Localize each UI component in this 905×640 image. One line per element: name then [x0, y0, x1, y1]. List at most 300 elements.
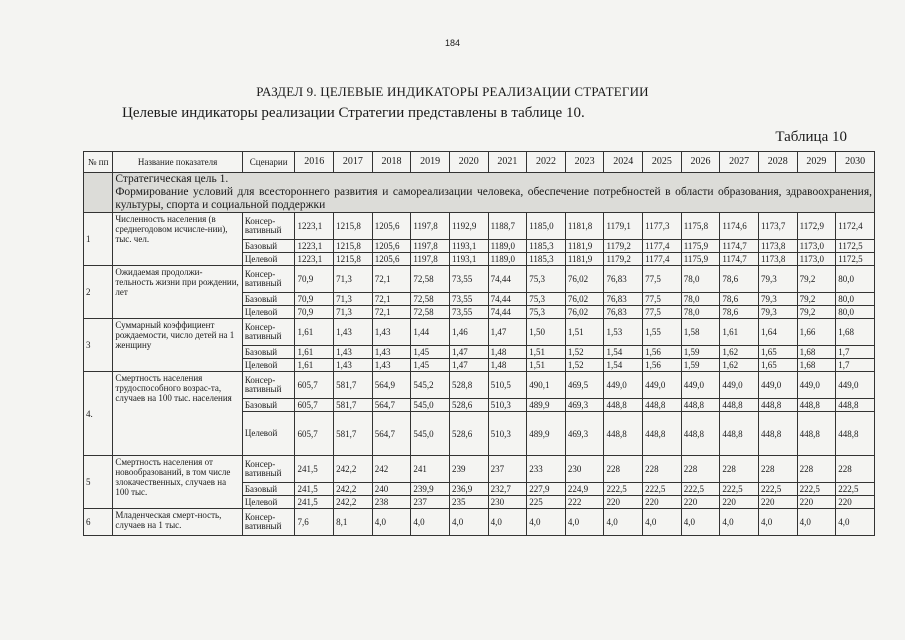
- value-cell: 1177,4: [643, 240, 682, 253]
- value-cell: 564,7: [372, 412, 411, 456]
- value-cell: 1,43: [334, 359, 373, 372]
- value-cell: 72,1: [372, 266, 411, 293]
- scenario-cell: Целевой: [242, 412, 295, 456]
- value-cell: 1,48: [488, 359, 527, 372]
- value-cell: 448,8: [720, 399, 759, 412]
- scenario-cell: Консер-вативный: [242, 319, 295, 346]
- value-cell: 1,58: [681, 319, 720, 346]
- value-cell: 449,0: [643, 372, 682, 399]
- value-cell: 71,3: [334, 306, 373, 319]
- indicator-name: Смертность населения от новообразований, в том числе злокачественных, случаев на 100 тыс.: [113, 456, 243, 509]
- value-cell: 1175,8: [681, 213, 720, 240]
- indicator-name: Смертность населения трудоспособного возрас-та, случаев на 100 тыс. населения: [113, 372, 243, 456]
- value-cell: 241,5: [295, 496, 334, 509]
- value-cell: 79,2: [797, 306, 836, 319]
- header-year: 2026: [681, 152, 720, 173]
- value-cell: 1193,1: [449, 240, 488, 253]
- value-cell: 1,45: [411, 359, 450, 372]
- value-cell: 1185,3: [527, 253, 566, 266]
- table-header-row: [84, 152, 875, 173]
- value-cell: 76,83: [604, 306, 643, 319]
- scenario-cell: Базовый: [242, 399, 295, 412]
- scenario-cell: Целевой: [242, 253, 295, 266]
- scenario-cell: Базовый: [242, 346, 295, 359]
- value-cell: 489,9: [527, 399, 566, 412]
- value-cell: 1189,0: [488, 253, 527, 266]
- value-cell: 228: [720, 456, 759, 483]
- value-cell: 449,0: [720, 372, 759, 399]
- value-cell: 564,7: [372, 399, 411, 412]
- value-cell: 449,0: [681, 372, 720, 399]
- indicators-table: [83, 151, 875, 536]
- goal-text: Формирование условий для всестороннего развития и самореализации человека, обеспечение потребностей в области образования, здравоохранения, культуры, спорта и социальной поддержки: [115, 186, 872, 211]
- value-cell: 4,0: [449, 509, 488, 536]
- value-cell: 79,2: [797, 293, 836, 306]
- value-cell: 1,47: [449, 359, 488, 372]
- value-cell: 1172,5: [836, 253, 875, 266]
- value-cell: 237: [411, 496, 450, 509]
- value-cell: 80,0: [836, 266, 875, 293]
- value-cell: 4,0: [758, 509, 797, 536]
- scenario-cell: Консер-вативный: [242, 372, 295, 399]
- value-cell: 74,44: [488, 293, 527, 306]
- table-caption: Таблица 10: [775, 129, 847, 145]
- value-cell: 528,8: [449, 372, 488, 399]
- value-cell: 77,5: [643, 266, 682, 293]
- value-cell: 1185,3: [527, 240, 566, 253]
- value-cell: 224,9: [565, 483, 604, 496]
- value-cell: 1,62: [720, 359, 759, 372]
- value-cell: 72,1: [372, 306, 411, 319]
- value-cell: 241,5: [295, 456, 334, 483]
- value-cell: 242,2: [334, 456, 373, 483]
- value-cell: 4,0: [604, 509, 643, 536]
- header-year: 2018: [372, 152, 411, 173]
- value-cell: 228: [681, 456, 720, 483]
- value-cell: 1174,7: [720, 253, 759, 266]
- scenario-cell: Консер-вативный: [242, 213, 295, 240]
- value-cell: 220: [604, 496, 643, 509]
- indicator-number: 5: [84, 456, 113, 509]
- value-cell: 605,7: [295, 372, 334, 399]
- value-cell: 1215,8: [334, 253, 373, 266]
- value-cell: 510,3: [488, 399, 527, 412]
- value-cell: 78,6: [720, 306, 759, 319]
- value-cell: 228: [758, 456, 797, 483]
- value-cell: 222,5: [720, 483, 759, 496]
- value-cell: 220: [720, 496, 759, 509]
- value-cell: 448,8: [681, 412, 720, 456]
- value-cell: 76,02: [565, 266, 604, 293]
- scenario-cell: Консер-вативный: [242, 509, 295, 536]
- goal-cell: [113, 173, 875, 213]
- value-cell: 220: [681, 496, 720, 509]
- value-cell: 242,2: [334, 483, 373, 496]
- indicator-name: Численность населения (в среднегодовом исчисле-нии), тыс. чел.: [113, 213, 243, 266]
- indicator-number: 3: [84, 319, 113, 372]
- value-cell: 1177,3: [643, 213, 682, 240]
- goal-label: Стратегическая цель 1.: [115, 173, 229, 185]
- value-cell: 1,64: [758, 319, 797, 346]
- value-cell: 448,8: [604, 412, 643, 456]
- value-cell: 75,3: [527, 293, 566, 306]
- header-year: 2017: [334, 152, 373, 173]
- value-cell: 1,59: [681, 359, 720, 372]
- value-cell: 230: [488, 496, 527, 509]
- scenario-cell: Консер-вативный: [242, 266, 295, 293]
- scenario-cell: Консер-вативный: [242, 456, 295, 483]
- value-cell: 448,8: [643, 399, 682, 412]
- value-cell: 232,7: [488, 483, 527, 496]
- value-cell: 1197,8: [411, 213, 450, 240]
- value-cell: 1,43: [334, 346, 373, 359]
- value-cell: 78,0: [681, 266, 720, 293]
- value-cell: 1,56: [643, 359, 682, 372]
- value-cell: 528,6: [449, 399, 488, 412]
- scenario-cell: Целевой: [242, 306, 295, 319]
- value-cell: 74,44: [488, 306, 527, 319]
- value-cell: 220: [643, 496, 682, 509]
- value-cell: 1,61: [295, 319, 334, 346]
- value-cell: 1223,1: [295, 240, 334, 253]
- page-number: 184: [444, 38, 461, 48]
- indicator-name: Ожидаемая продолжи-тельность жизни при рождении, лет: [113, 266, 243, 319]
- value-cell: 222,5: [604, 483, 643, 496]
- header-year: 2021: [488, 152, 527, 173]
- value-cell: 77,5: [643, 306, 682, 319]
- value-cell: 1215,8: [334, 240, 373, 253]
- value-cell: 222,5: [836, 483, 875, 496]
- value-cell: 448,8: [758, 399, 797, 412]
- value-cell: 238: [372, 496, 411, 509]
- value-cell: 78,6: [720, 266, 759, 293]
- value-cell: 448,8: [758, 412, 797, 456]
- value-cell: 1,65: [758, 359, 797, 372]
- value-cell: 545,0: [411, 412, 450, 456]
- value-cell: 78,6: [720, 293, 759, 306]
- value-cell: 1,51: [565, 319, 604, 346]
- value-cell: 1179,2: [604, 240, 643, 253]
- value-cell: 1,50: [527, 319, 566, 346]
- value-cell: 1,55: [643, 319, 682, 346]
- value-cell: 1,53: [604, 319, 643, 346]
- intro-text: Целевые индикаторы реализации Стратегии представлены в таблице 10.: [122, 105, 585, 121]
- value-cell: 79,3: [758, 266, 797, 293]
- value-cell: 1172,9: [797, 213, 836, 240]
- indicator-number: 1: [84, 213, 113, 266]
- value-cell: 7,6: [295, 509, 334, 536]
- value-cell: 240: [372, 483, 411, 496]
- value-cell: 228: [797, 456, 836, 483]
- value-cell: 80,0: [836, 293, 875, 306]
- value-cell: 222,5: [681, 483, 720, 496]
- value-cell: 449,0: [797, 372, 836, 399]
- value-cell: 1205,6: [372, 213, 411, 240]
- value-cell: 1181,9: [565, 240, 604, 253]
- scenario-cell: Базовый: [242, 293, 295, 306]
- value-cell: 220: [797, 496, 836, 509]
- header-year: 2023: [565, 152, 604, 173]
- value-cell: 241,5: [295, 483, 334, 496]
- value-cell: 1173,0: [797, 253, 836, 266]
- value-cell: 449,0: [604, 372, 643, 399]
- value-cell: 1179,2: [604, 253, 643, 266]
- header-year: 2025: [643, 152, 682, 173]
- value-cell: 72,58: [411, 306, 450, 319]
- header-year: 2029: [797, 152, 836, 173]
- value-cell: 1,65: [758, 346, 797, 359]
- value-cell: 1177,4: [643, 253, 682, 266]
- value-cell: 581,7: [334, 372, 373, 399]
- value-cell: 489,9: [527, 412, 566, 456]
- value-cell: 1,56: [643, 346, 682, 359]
- value-cell: 78,0: [681, 293, 720, 306]
- value-cell: 1,47: [449, 346, 488, 359]
- value-cell: 76,83: [604, 266, 643, 293]
- value-cell: 469,3: [565, 399, 604, 412]
- value-cell: 1188,7: [488, 213, 527, 240]
- value-cell: 237: [488, 456, 527, 483]
- value-cell: 1,51: [527, 359, 566, 372]
- value-cell: 75,3: [527, 266, 566, 293]
- value-cell: 1193,1: [449, 253, 488, 266]
- section-title: РАЗДЕЛ 9. ЦЕЛЕВЫЕ ИНДИКАТОРЫ РЕАЛИЗАЦИИ СТРАТЕГИИ: [256, 84, 649, 99]
- value-cell: 1175,9: [681, 253, 720, 266]
- header-year: 2027: [720, 152, 759, 173]
- table-row: [84, 372, 875, 399]
- value-cell: 1,61: [295, 359, 334, 372]
- value-cell: 448,8: [797, 412, 836, 456]
- value-cell: 1174,7: [720, 240, 759, 253]
- value-cell: 236,9: [449, 483, 488, 496]
- value-cell: 80,0: [836, 306, 875, 319]
- value-cell: 225: [527, 496, 566, 509]
- value-cell: 581,7: [334, 399, 373, 412]
- value-cell: 72,58: [411, 266, 450, 293]
- table-row: [84, 213, 875, 240]
- value-cell: 70,9: [295, 306, 334, 319]
- indicator-name: Младенческая смерт-ность, случаев на 1 тыс.: [113, 509, 243, 536]
- value-cell: 73,55: [449, 306, 488, 319]
- value-cell: 79,2: [797, 266, 836, 293]
- value-cell: 1,68: [797, 346, 836, 359]
- value-cell: 1197,8: [411, 253, 450, 266]
- header-year: 2019: [411, 152, 450, 173]
- value-cell: 220: [758, 496, 797, 509]
- value-cell: 448,8: [604, 399, 643, 412]
- value-cell: 469,5: [565, 372, 604, 399]
- value-cell: 1175,9: [681, 240, 720, 253]
- value-cell: 1,52: [565, 346, 604, 359]
- value-cell: 448,8: [797, 399, 836, 412]
- value-cell: 449,0: [758, 372, 797, 399]
- value-cell: 564,9: [372, 372, 411, 399]
- value-cell: 1172,5: [836, 240, 875, 253]
- value-cell: 79,3: [758, 293, 797, 306]
- value-cell: 1181,9: [565, 253, 604, 266]
- value-cell: 1173,8: [758, 253, 797, 266]
- value-cell: 71,3: [334, 266, 373, 293]
- value-cell: 448,8: [836, 412, 875, 456]
- goal-num-cell: [84, 173, 113, 213]
- value-cell: 1,52: [565, 359, 604, 372]
- header-year: 2028: [758, 152, 797, 173]
- value-cell: 1,43: [372, 359, 411, 372]
- value-cell: 75,3: [527, 306, 566, 319]
- value-cell: 605,7: [295, 399, 334, 412]
- value-cell: 242: [372, 456, 411, 483]
- value-cell: 1,44: [411, 319, 450, 346]
- value-cell: 4,0: [836, 509, 875, 536]
- value-cell: 222,5: [643, 483, 682, 496]
- value-cell: 241: [411, 456, 450, 483]
- value-cell: 228: [836, 456, 875, 483]
- value-cell: 605,7: [295, 412, 334, 456]
- value-cell: 239,9: [411, 483, 450, 496]
- value-cell: 78,0: [681, 306, 720, 319]
- indicator-name: Суммарный коэффициент рождаемости, число детей на 1 женщину: [113, 319, 243, 372]
- value-cell: 72,1: [372, 293, 411, 306]
- value-cell: 448,8: [681, 399, 720, 412]
- table-row: [84, 456, 875, 483]
- value-cell: 1172,4: [836, 213, 875, 240]
- value-cell: 448,8: [720, 412, 759, 456]
- value-cell: 1,68: [836, 319, 875, 346]
- value-cell: 73,55: [449, 266, 488, 293]
- value-cell: 222,5: [797, 483, 836, 496]
- value-cell: 1,43: [372, 346, 411, 359]
- value-cell: 4,0: [527, 509, 566, 536]
- header-name: Название показателя: [113, 152, 243, 173]
- header-year: 2030: [836, 152, 875, 173]
- value-cell: 510,5: [488, 372, 527, 399]
- indicator-number: 4.: [84, 372, 113, 456]
- value-cell: 1197,8: [411, 240, 450, 253]
- value-cell: 1205,6: [372, 253, 411, 266]
- table-row: [84, 319, 875, 346]
- value-cell: 1205,6: [372, 240, 411, 253]
- scenario-cell: Базовый: [242, 240, 295, 253]
- value-cell: 1,61: [295, 346, 334, 359]
- value-cell: 4,0: [720, 509, 759, 536]
- header-scenario: Сценарии: [242, 152, 295, 173]
- value-cell: 1,68: [797, 359, 836, 372]
- value-cell: 448,8: [643, 412, 682, 456]
- value-cell: 1173,7: [758, 213, 797, 240]
- header-year: 2022: [527, 152, 566, 173]
- value-cell: 545,0: [411, 399, 450, 412]
- value-cell: 1174,6: [720, 213, 759, 240]
- scenario-cell: Целевой: [242, 496, 295, 509]
- value-cell: 490,1: [527, 372, 566, 399]
- value-cell: 76,02: [565, 306, 604, 319]
- value-cell: 545,2: [411, 372, 450, 399]
- value-cell: 1,62: [720, 346, 759, 359]
- indicator-number: 6: [84, 509, 113, 536]
- indicator-number: 2: [84, 266, 113, 319]
- table-row: [84, 266, 875, 293]
- value-cell: 1,66: [797, 319, 836, 346]
- value-cell: 1,54: [604, 346, 643, 359]
- value-cell: 4,0: [488, 509, 527, 536]
- goal-row: [84, 173, 875, 213]
- header-num: № пп: [84, 152, 113, 173]
- value-cell: 1,54: [604, 359, 643, 372]
- value-cell: 1,7: [836, 346, 875, 359]
- value-cell: 1189,0: [488, 240, 527, 253]
- value-cell: 228: [643, 456, 682, 483]
- value-cell: 510,3: [488, 412, 527, 456]
- value-cell: 76,02: [565, 293, 604, 306]
- value-cell: 70,9: [295, 266, 334, 293]
- value-cell: 222: [565, 496, 604, 509]
- value-cell: 242,2: [334, 496, 373, 509]
- value-cell: 70,9: [295, 293, 334, 306]
- value-cell: 228: [604, 456, 643, 483]
- value-cell: 1173,8: [758, 240, 797, 253]
- value-cell: 1,51: [527, 346, 566, 359]
- value-cell: 220: [836, 496, 875, 509]
- value-cell: 239: [449, 456, 488, 483]
- table-row: [84, 509, 875, 536]
- value-cell: 1179,1: [604, 213, 643, 240]
- value-cell: 449,0: [836, 372, 875, 399]
- value-cell: 581,7: [334, 412, 373, 456]
- value-cell: 71,3: [334, 293, 373, 306]
- value-cell: 1173,0: [797, 240, 836, 253]
- value-cell: 1,59: [681, 346, 720, 359]
- value-cell: 4,0: [372, 509, 411, 536]
- value-cell: 4,0: [797, 509, 836, 536]
- value-cell: 230: [565, 456, 604, 483]
- value-cell: 1215,8: [334, 213, 373, 240]
- header-year: 2016: [295, 152, 334, 173]
- value-cell: 76,83: [604, 293, 643, 306]
- value-cell: 1181,8: [565, 213, 604, 240]
- value-cell: 74,44: [488, 266, 527, 293]
- value-cell: 77,5: [643, 293, 682, 306]
- value-cell: 1223,1: [295, 213, 334, 240]
- value-cell: 222,5: [758, 483, 797, 496]
- scenario-cell: Базовый: [242, 483, 295, 496]
- value-cell: 8,1: [334, 509, 373, 536]
- value-cell: 79,3: [758, 306, 797, 319]
- value-cell: 1,43: [372, 319, 411, 346]
- value-cell: 4,0: [565, 509, 604, 536]
- value-cell: 1,61: [720, 319, 759, 346]
- value-cell: 528,6: [449, 412, 488, 456]
- value-cell: 448,8: [836, 399, 875, 412]
- value-cell: 227,9: [527, 483, 566, 496]
- value-cell: 469,3: [565, 412, 604, 456]
- value-cell: 1,45: [411, 346, 450, 359]
- value-cell: 4,0: [681, 509, 720, 536]
- value-cell: 4,0: [411, 509, 450, 536]
- header-year: 2020: [449, 152, 488, 173]
- value-cell: 1,7: [836, 359, 875, 372]
- value-cell: 1223,1: [295, 253, 334, 266]
- value-cell: 1,48: [488, 346, 527, 359]
- value-cell: 1192,9: [449, 213, 488, 240]
- value-cell: 233: [527, 456, 566, 483]
- value-cell: 235: [449, 496, 488, 509]
- value-cell: 1,46: [449, 319, 488, 346]
- value-cell: 73,55: [449, 293, 488, 306]
- value-cell: 1,43: [334, 319, 373, 346]
- header-year: 2024: [604, 152, 643, 173]
- value-cell: 4,0: [643, 509, 682, 536]
- value-cell: 1185,0: [527, 213, 566, 240]
